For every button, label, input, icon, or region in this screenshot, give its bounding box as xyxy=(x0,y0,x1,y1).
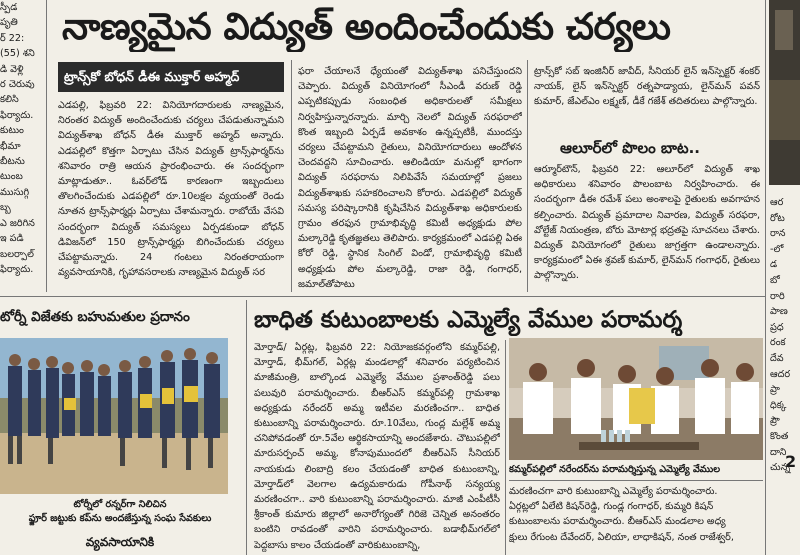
left-strip-line: ఫిర్యాదు. xyxy=(0,263,34,275)
right-strip-line: రంక xyxy=(770,337,786,349)
right-strip-line: బో xyxy=(770,274,780,286)
caption-line-2: ఫ్జూర్ జట్టుకు కప్‌ను అందజేస్తున్న సంఘ సేవకులు xyxy=(28,513,212,524)
victims-col2-line: కుటుంబాలను పరామర్శించారు. బీఆర్‌ఎస్ మండలాల అధ్య xyxy=(509,516,726,528)
column-divider xyxy=(527,60,528,292)
right-strip-line: డ xyxy=(770,259,778,271)
victims-photo-illustration xyxy=(509,338,763,460)
main-headline: నాణ్యమైన విద్యుత్ అందించేందుకు చర్యలు xyxy=(62,5,671,48)
section-divider xyxy=(0,296,765,297)
left-strip-line: ఫిర్యాదు. xyxy=(0,109,34,121)
left-strip-line: పృతి xyxy=(0,17,18,29)
column-divider xyxy=(765,0,766,555)
right-strip-line: కొంత xyxy=(770,430,789,442)
column-divider xyxy=(246,300,247,555)
victims-col2-line: క్షులు రేగుంట దేవేందర్, ఏలియా, లాధాకిషన్, నంత రాజేశ్వర్, xyxy=(509,531,734,543)
left-strip-line: ఎ జరిగిన xyxy=(0,217,35,229)
tournament-photo-illustration xyxy=(0,338,228,494)
right-strip-line: రోట xyxy=(770,212,785,224)
victims-photo-caption: కమ్మర్‌పల్లిలో నరేందర్‌ను పరామర్శిస్తున్న ఎమ్మెల్యే వేముల xyxy=(509,464,721,475)
left-strip-line: ముసుగ్గి xyxy=(0,186,30,198)
right-strip-lines xyxy=(770,195,800,555)
subhead-box xyxy=(58,62,284,92)
right-strip-line: ప్రధ xyxy=(770,321,784,333)
left-strip-line: బీటను xyxy=(0,156,25,168)
tournament-photo xyxy=(0,338,228,494)
right-strip-line: పాణ xyxy=(770,306,788,318)
right-strip-line: దేవ xyxy=(770,352,784,364)
right-strip-photo xyxy=(769,0,800,185)
right-strip-line: ఆదర xyxy=(770,368,791,380)
tournament-photo-caption xyxy=(0,498,240,526)
right-strip-line: ప్రా xyxy=(770,384,780,396)
left-strip-line: కలిసి xyxy=(0,94,19,106)
victims-col2-line: ఏర్గట్లలో ఏలేటి కిషన్‌రెడ్డి, గుండ్ల గంగాధర్, కుమ్మరి కిషన్ xyxy=(509,501,714,513)
left-strip-column xyxy=(0,0,44,300)
main-article-column-1: ఎడపల్లి, ఫిబ్రవరి 22: వినియోగదారులకు నాణ్యమైన, నిరంతర విద్యుత్ అందించేందుకు చర్యలు చేపడుతున్నామని విద్యుత్‌శాఖ బోధన్ డీఈ ముక్తార్ అహ్మద్ అన్నారు. ఎడపల్లిలో కొత్తగా ఏర్పాటు చేసిన విద్యుత్ ట్రాన్స్‌ఫార్మర్‌ను శనివారం రాత్రి ఆయన ప్రారంభించారు. ఈ సందర్భంగా మాట్లాడుతూ.. ఓవర్‌లోడ్ కారణంగా ఇబ్బందులు తొలగించేందుకు ఎడపల్లిలో రూ.10లక్షల వ్యయంతో రెండు నూతన ట్రాన్స్‌ఫార్మర్లు ఏర్పాటు చేశామన్నారు. రాబోయే వేసవి సందర్భంగా విద్యుత్ సమస్యలు ఏర్పడకుండా బోధన్ డివిజన్‌లో 150 ట్రాన్స్‌ఫార్మర్లు బిగించేందుకు చర్యలు చేపట్టామన్నారు. 24 గంటలు నిరంతరాయంగా వ్యవసాయానికి, గృహావసరాలకు నాణ్యమైన విద్యుత్ సర xyxy=(58,100,284,279)
left-strip-line: భీమా xyxy=(0,140,21,152)
right-strip-line: -లో xyxy=(770,243,784,255)
right-strip-number: 2 xyxy=(785,452,797,471)
main-article-column-3: ట్రాన్స్‌కో సబ్ ఇంజినీర్ జావీద్, సీనియర్ లైన్ ఇన్‌స్పెక్టర్ శంకర్ నాయక్, లైన్ ఇన్‌స్పెక్టర్ రత్నపాడ్యాయ, లైన్‌మన్ పవన్ కుమార్, జేఎల్‌ఎం లక్ష్మణ్, డీకే గజేశ్ తదితరులు పాల్గొన్నారు. xyxy=(534,66,760,108)
victims-col2-line: మరణించగా వారి కుటుంబాన్ని ఎమ్మెల్యే పరామర్శించారు. xyxy=(509,486,718,497)
left-strip-line: టుంబ xyxy=(0,171,23,183)
victims-photo xyxy=(509,338,763,460)
left-strip-line: బ్బ xyxy=(0,202,11,214)
tournament-headline: టోర్నీ విజేతకు బహుమతుల ప్రదానం xyxy=(0,309,190,325)
caption-divider xyxy=(509,480,763,481)
column-divider xyxy=(291,60,292,292)
column-divider xyxy=(46,0,47,292)
victims-article-body: మోర్తాడ్/ ఏర్గట్ల, ఫిబ్రవరి 22: నియోజకవర్గంలోని కమ్మర్‌పల్లి, మోర్తాడ్, భీమ్‌గల్, ఏర్గట్ల మండలాల్లో శనివారం పర్యటించిన మాజీమంత్రి, బాల్కొండ ఎమ్మెల్యే వేముల ప్రశాంత్‌రెడ్డి పలు పలువురి పరామర్శించారు. బీఆర్‌ఎస్ కమ్మర్‌పల్లి గ్రామశాఖ అధ్యక్షుడు నరేందర్ అమ్మ ఇటీవల మరణించగా.. బాధిత కుటుంబాన్ని పరామర్శించారు. రూ.10వేలు, గుంద్ల మల్లేశ్ అమ్మ చనిపోవడంతో రూ.5వేల ఆర్థికసాయాన్ని అందజేశారు. చౌటుపల్లిలో మారుసర్పంచ్ అమ్మ, కోనాపుముందలో బీఆర్‌ఎస్ సీనియర్ నాయకుడు లింబాద్రి కలం చేయడంతో బాధిత కుటుంబాన్ని, మోర్తాడ్‌లో వెలగాల ఉద్యమకారుడు గోపీనాథ్ సన్యయ్య మరణించగా.. వారి కుటుంబాన్ని పరామర్శించారు. మాజీ ఎంపీటీసీ శ్రీకాంత్ కుమారు జిల్లాలో అనారోగ్యంతో గిరిజె చెన్నిత అనంతరం బంటిని రావడంతో వారిని పరామర్శించారు. బడాభీమ్‌గల్‌లో పెద్దబాసు కాలం చేయడంతో వారికుటుంబాన్ని, xyxy=(254,342,500,551)
right-strip-line: ధిక్క xyxy=(770,399,787,411)
victims-article-column-2 xyxy=(509,484,763,555)
left-strip-line: కుటుం xyxy=(0,125,24,137)
left-strip-lines xyxy=(0,0,44,277)
right-strip-line: రారి xyxy=(770,290,785,302)
left-bottom-fragment: వ్యవసాయానికి xyxy=(85,535,155,549)
right-strip-line: రాన xyxy=(770,228,786,240)
side-article-body: ఆర్మూర్‌టౌన్, ఫిబ్రవరి 22: ఆలూర్‌లో విద్యుత్ శాఖ అధికారులు శనివారం పొలంబాట నిర్వహించారు. ఈ సందర్భంగా డీఈ రమేశ్ పలు అంశాలపై రైతులకు అవగాహన కల్పించారు. విద్యుత్ ప్రమాదాల నివారణ, విద్యుత్ సరఫరా, వోల్టేజ్ నియంత్రణ, బోరు మోటార్ల భద్రతపై సూచనలు చేశారు. విద్యుత్ వినియోగంలో రైతులు జాగ్రత్తగా ఉండాలన్నారు. కార్యక్రమంలో ఏఈ శ్రవణ్ కుమార్, లైన్‌మన్ గంగాధర్, రైతులు పాల్గొన్నారు. xyxy=(534,164,760,282)
left-strip-line: (55) శని xyxy=(0,48,35,60)
right-strip-line: దాని xyxy=(770,446,787,458)
right-strip-line: ప్రౌ xyxy=(770,415,780,427)
victims-article-headline: బాధిత కుటుంబాలకు ఎమ్మెల్యే వేముల పరామర్శ xyxy=(254,307,683,333)
side-article-headline: ఆలూర్‌లో పొలం బాట.. xyxy=(560,139,700,157)
right-strip-line: చున్న xyxy=(770,462,791,474)
caption-line-1: టోర్నీలో రన్నర్‌గా నిలిచిన xyxy=(73,499,167,510)
left-strip-line: ర్ 22: xyxy=(0,32,25,44)
left-strip-line: బలర్పాల్ xyxy=(0,248,34,260)
left-strip-line: స్పీడ xyxy=(0,2,18,13)
column-divider xyxy=(505,340,506,555)
left-strip-line: ర చెరువు xyxy=(0,79,35,91)
left-strip-line: డి వెళ్లి xyxy=(0,63,24,75)
subhead-text: ట్రాన్స్‌కో బోధన్ డీఈ ముక్తార్ అహ్మద్ xyxy=(64,69,240,84)
left-strip-line: ఇ పడి xyxy=(0,233,24,245)
right-strip-line: ఆర xyxy=(770,197,784,208)
main-article-column-2: ఫరా చేయాలనే ధ్యేయంతో విద్యుత్‌శాఖ పనిచేస్తుందని చెప్పారు. విద్యుత్ వినియోగంలో సీఎండీ వరుణ్ రెడ్డి ఎప్పటికప్పుడు సంబంధిత అధికారులతో సమీక్షలు నిర్వహిస్తున్నారన్నారు. మార్చి నెలలో విద్యుత్ సరఫరాలో కొంత ఇబ్బంది ఏర్పడే అవకాశం ఉన్నప్పటికీ, ముందస్తు చర్యలు చేపట్టామని రైతులు, వినియోగదారులు ఆందోళన చెందవద్దని సూచించారు. ఆలిండియా మనుల్లో భాగంగా విద్యుత్ సరఫరాను నిలిపివేసే సమయాల్లో ప్రజలు విద్యుత్‌శాఖకు సహకరించాలని కోరారు. ఎడపల్లిలో విద్యుత్ సమస్య పరిష్కారానికి కృషిచేసిన విద్యుత్‌శాఖ అధికారులకు గ్రామం తరఫున గ్రామాభివృద్ధి కమిటీ అధ్యక్షుడు పోల మల్కారెడ్డి కృతజ్ఞతలు తెలిపారు. కార్యక్రమంలో ఎడపల్లి ఏఈ కోరో రెడ్డి, స్థానిక సింగిల్ విండో, గ్రామాభివృద్ధి కమిటీ అధ్యక్షుడు పోల మల్కారెడ్డి, రాజా రెడ్డి, గంగాధర్, జమాల్‌తోపాటు xyxy=(298,66,522,290)
